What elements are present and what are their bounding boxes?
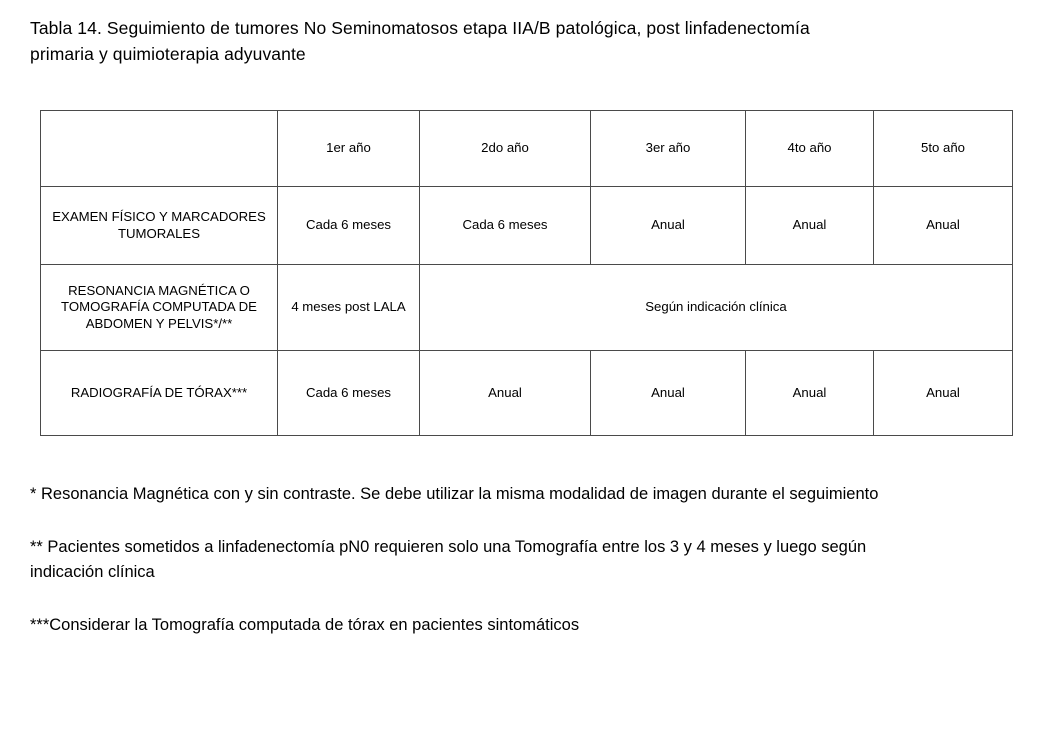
table-row — [41, 351, 1013, 436]
followup-table-container — [40, 110, 1012, 436]
footnotes-section — [30, 482, 918, 638]
footnote-triple-asterisk: ***Considerar la Tomografía computada de tórax en pacientes sintomáticos — [30, 615, 580, 634]
cell-examen-year-3: Anual — [591, 187, 746, 265]
cell-radiografia-year-5: Anual — [874, 351, 1013, 436]
cell-examen-year-5: Anual — [874, 187, 1013, 265]
cell-radiografia-year-3: Anual — [591, 351, 746, 436]
cell-examen-year-1: Cada 6 meses — [278, 187, 420, 265]
row-header-resonancia-tomografia: RESONANCIA MAGNÉTICA O TOMOGRAFÍA COMPUTADA DE ABDOMEN Y PELVIS*/** — [41, 265, 278, 351]
table-caption-title: Tabla 14. Seguimiento de tumores No Seminomatosos etapa IIA/B patológica, post linfadenectomía primaria y quimioterapia adyuvante — [30, 18, 810, 64]
cell-resonancia-merged-years-2-5: Según indicación clínica — [420, 265, 1013, 351]
row-header-radiografia-torax: RADIOGRAFÍA DE TÓRAX*** — [41, 351, 278, 436]
column-header-year-1: 1er año — [278, 111, 420, 187]
followup-schedule-table — [40, 110, 1013, 436]
table-row — [41, 187, 1013, 265]
table-corner-cell — [41, 111, 278, 187]
cell-radiografia-year-1: Cada 6 meses — [278, 351, 420, 436]
cell-radiografia-year-2: Anual — [420, 351, 591, 436]
row-header-examen-fisico: EXAMEN FÍSICO Y MARCADORES TUMORALES — [41, 187, 278, 265]
footnote-double-asterisk: ** Pacientes sometidos a linfadenectomía pN0 requieren solo una Tomografía entre los 3 y 4 meses y luego según indicación clínica — [30, 537, 867, 581]
cell-examen-year-4: Anual — [746, 187, 874, 265]
table-header-row — [41, 111, 1013, 187]
column-header-year-5: 5to año — [874, 111, 1013, 187]
column-header-year-3: 3er año — [591, 111, 746, 187]
column-header-year-2: 2do año — [420, 111, 591, 187]
table-row — [41, 265, 1013, 351]
cell-resonancia-year-1: 4 meses post LALA — [278, 265, 420, 351]
column-header-year-4: 4to año — [746, 111, 874, 187]
cell-examen-year-2: Cada 6 meses — [420, 187, 591, 265]
footnote-single-asterisk: * Resonancia Magnética con y sin contraste. Se debe utilizar la misma modalidad de imagen durante el seguimiento — [30, 485, 879, 503]
cell-radiografia-year-4: Anual — [746, 351, 874, 436]
